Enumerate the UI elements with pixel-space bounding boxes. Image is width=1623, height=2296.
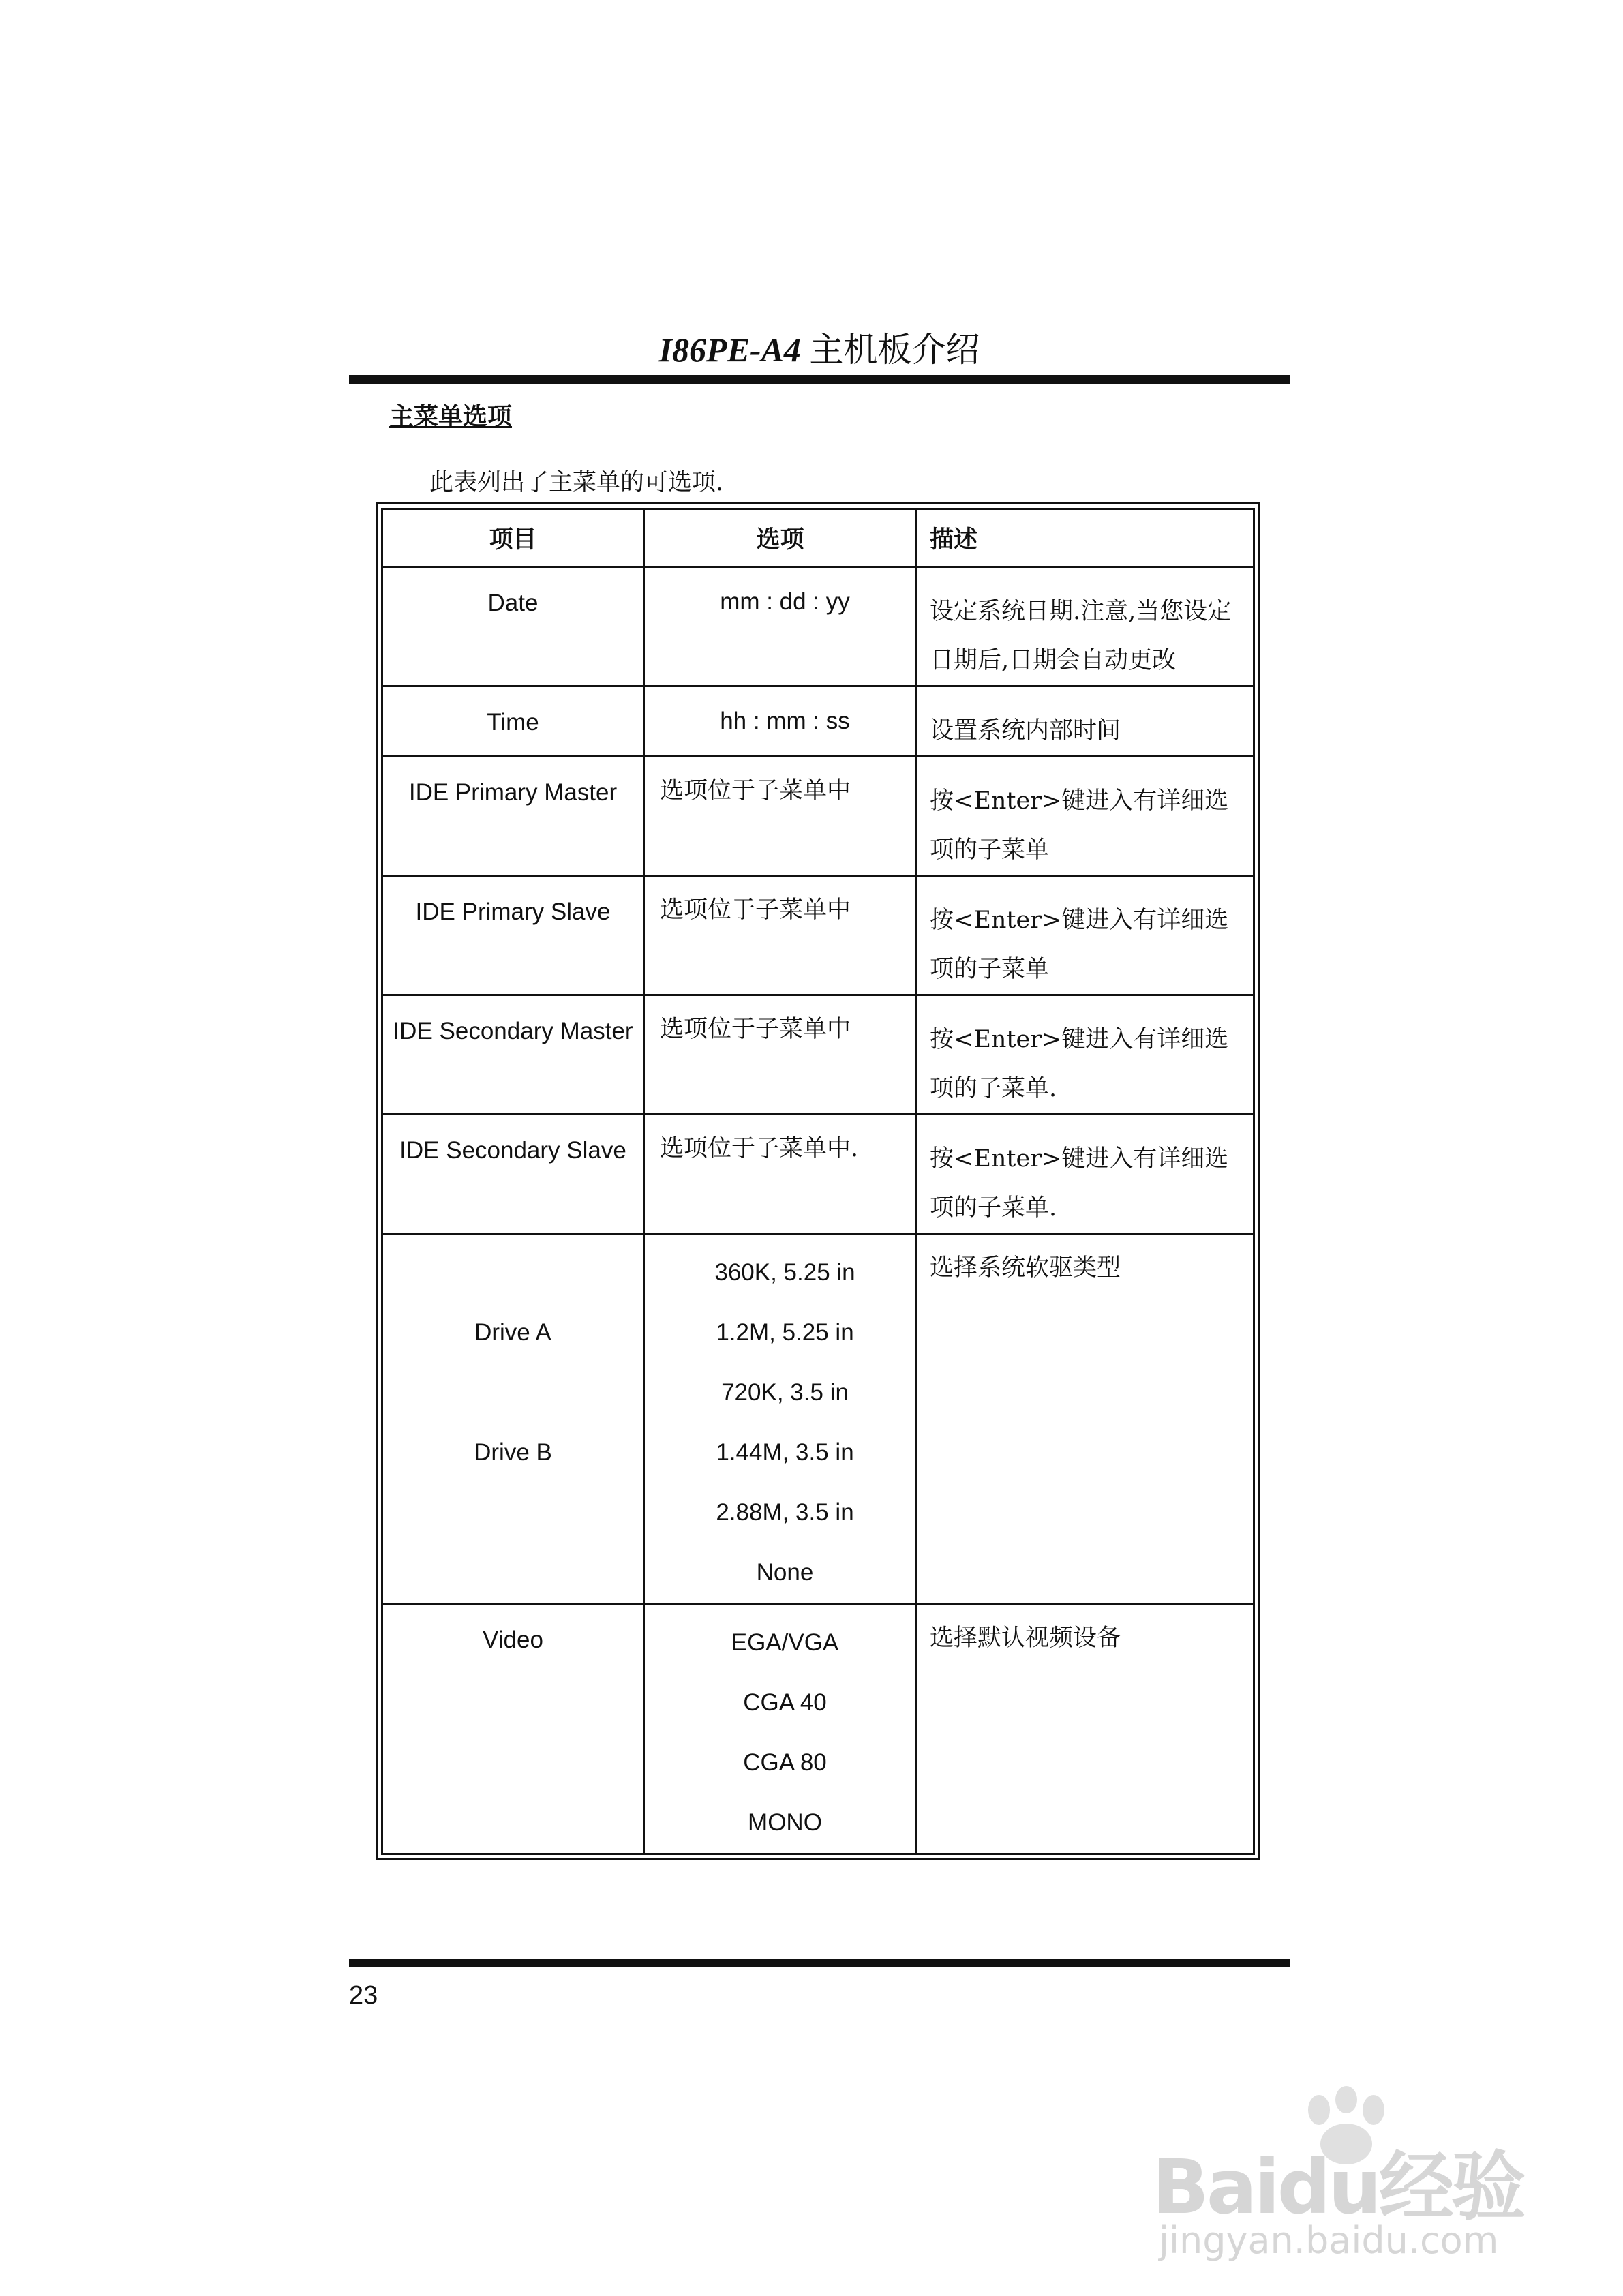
- column-header-options: 选项: [644, 509, 917, 567]
- table-row: [382, 995, 1254, 1115]
- section-heading: 主菜单选项: [389, 403, 513, 431]
- option-value: MONO: [748, 1809, 822, 1836]
- table-row: [382, 686, 1254, 757]
- table-cell-description: 按<Enter>键进入有详细选项的子菜单: [917, 876, 1254, 995]
- table-row: [382, 1604, 1254, 1854]
- table-cell-options: 选项位于子菜单中.: [644, 1115, 917, 1234]
- watermark-logo-text: Baidu经验: [1152, 2143, 1523, 2231]
- table-cell-description: 选择默认视频设备: [917, 1604, 1254, 1854]
- table-cell-description: 按<Enter>键进入有详细选项的子菜单: [917, 757, 1254, 876]
- table-cell-description: 选择系统软驱类型: [917, 1234, 1254, 1604]
- header-title-text: 主机板介绍: [800, 331, 980, 369]
- intro-text: 此表列出了主菜单的可选项.: [429, 469, 724, 496]
- page-number: 23: [349, 1981, 378, 2010]
- table-cell-options: [644, 1234, 917, 1604]
- table-row: [382, 876, 1254, 995]
- option-value: EGA/VGA: [731, 1629, 839, 1656]
- header-rule: [349, 375, 1290, 384]
- table-cell-options: [644, 1604, 917, 1854]
- column-header-item: 项目: [382, 509, 644, 567]
- table-cell-item: [382, 1234, 644, 1604]
- main-menu-table: [381, 508, 1255, 1855]
- table-cell-item: Video: [382, 1604, 644, 1854]
- table-cell-item: Time: [382, 686, 644, 757]
- drive-a-label: Drive A: [474, 1319, 551, 1346]
- option-value: 720K, 3.5 in: [721, 1379, 849, 1406]
- option-value: 1.2M, 5.25 in: [716, 1319, 854, 1346]
- option-value: 1.44M, 3.5 in: [716, 1439, 854, 1466]
- model-name: I86PE-A4: [658, 331, 801, 369]
- table-cell-description: 按<Enter>键进入有详细选项的子菜单.: [917, 995, 1254, 1115]
- drive-b-label: Drive B: [474, 1439, 552, 1466]
- table-cell-description: 设定系统日期.注意,当您设定日期后,日期会自动更改: [917, 567, 1254, 686]
- table-row: [382, 1115, 1254, 1234]
- baidu-jingyan-watermark: [1152, 2059, 1561, 2263]
- main-menu-table-frame: [376, 502, 1260, 1860]
- option-value: 2.88M, 3.5 in: [716, 1499, 854, 1526]
- table-cell-description: 按<Enter>键进入有详细选项的子菜单.: [917, 1115, 1254, 1234]
- option-value: CGA 40: [743, 1689, 827, 1716]
- table-cell-options: mm : dd : yy: [644, 567, 917, 686]
- table-row: [382, 757, 1254, 876]
- table-cell-item: Date: [382, 567, 644, 686]
- table-cell-item: IDE Primary Slave: [382, 876, 644, 995]
- table-cell-options: 选项位于子菜单中: [644, 757, 917, 876]
- option-value: 360K, 5.25 in: [714, 1259, 855, 1286]
- table-cell-options: hh : mm : ss: [644, 686, 917, 757]
- table-cell-item: IDE Secondary Master: [382, 995, 644, 1115]
- page-header-title: [349, 322, 1290, 372]
- table-cell-options: 选项位于子菜单中: [644, 995, 917, 1115]
- option-value: CGA 80: [743, 1749, 827, 1776]
- footer-rule: [349, 1959, 1290, 1967]
- table-cell-description: 设置系统内部时间: [917, 686, 1254, 757]
- table-header-row: [382, 509, 1254, 567]
- watermark-url: jingyan.baidu.com: [1159, 2219, 1499, 2262]
- table-cell-item: IDE Secondary Slave: [382, 1115, 644, 1234]
- table-cell-options: 选项位于子菜单中: [644, 876, 917, 995]
- column-header-description: 描述: [917, 509, 1254, 567]
- table-cell-item: IDE Primary Master: [382, 757, 644, 876]
- table-row: [382, 567, 1254, 686]
- table-row: [382, 1234, 1254, 1604]
- option-value: None: [756, 1559, 814, 1586]
